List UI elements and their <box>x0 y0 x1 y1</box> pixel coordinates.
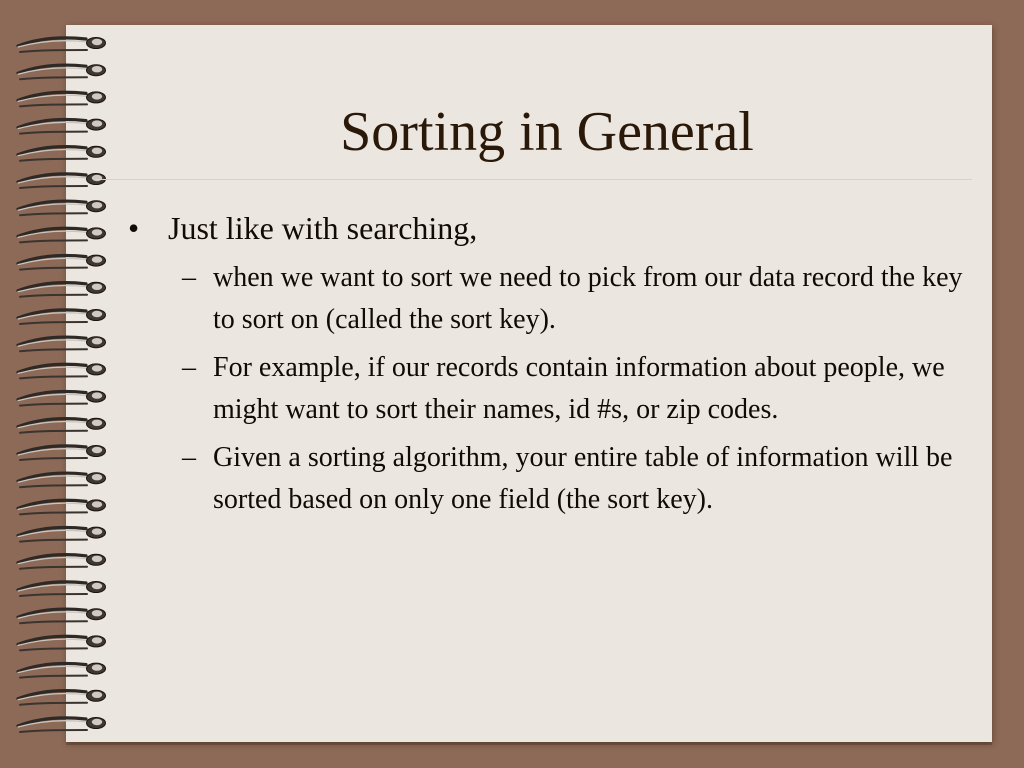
spiral-ring <box>18 337 106 352</box>
spiral-ring <box>18 391 106 406</box>
spiral-ring <box>18 65 106 80</box>
page-shadow <box>66 742 992 745</box>
sub-bullet-marker: – <box>182 352 196 383</box>
spiral-ring <box>18 582 106 597</box>
sub-bullet-marker: – <box>182 262 196 293</box>
sub-bullet-text: For example, if our records contain information about people, we might want to sort their names, id #s, or zip codes. <box>213 352 945 425</box>
slide-content <box>120 207 970 527</box>
spiral-ring <box>18 38 106 53</box>
spiral-ring <box>18 201 106 216</box>
bullet-text: Just like with searching, <box>168 210 478 246</box>
sub-bullet-item <box>120 257 970 341</box>
spiral-ring <box>18 636 106 651</box>
sub-bullet-item <box>120 437 970 521</box>
spiral-ring <box>18 446 106 461</box>
sub-bullet-list <box>120 257 970 521</box>
spiral-ring <box>18 174 106 189</box>
spiral-ring <box>18 364 106 379</box>
slide-title: Sorting in General <box>340 101 754 163</box>
spiral-ring <box>18 718 106 733</box>
sub-bullet-text: Given a sorting algorithm, your entire table of information will be sorted based on only one field (the sort key). <box>213 442 953 515</box>
bullet-main <box>120 207 970 249</box>
spiral-ring <box>18 418 106 433</box>
spiral-ring <box>18 609 106 624</box>
sub-bullet-marker: – <box>182 442 196 473</box>
spiral-ring <box>18 500 106 515</box>
spiral-ring <box>18 554 106 569</box>
bullet-marker: • <box>128 210 140 246</box>
spiral-ring <box>18 255 106 270</box>
spiral-ring <box>18 690 106 705</box>
spiral-ring <box>18 473 106 488</box>
spiral-ring <box>18 663 106 678</box>
spiral-ring <box>18 282 106 297</box>
spiral-ring <box>18 527 106 542</box>
spiral-ring <box>18 228 106 243</box>
title-divider <box>96 179 972 180</box>
spiral-ring <box>18 310 106 325</box>
sub-bullet-text: when we want to sort we need to pick from our data record the key to sort on (called the sort key). <box>213 262 963 335</box>
sub-bullet-item <box>120 347 970 431</box>
